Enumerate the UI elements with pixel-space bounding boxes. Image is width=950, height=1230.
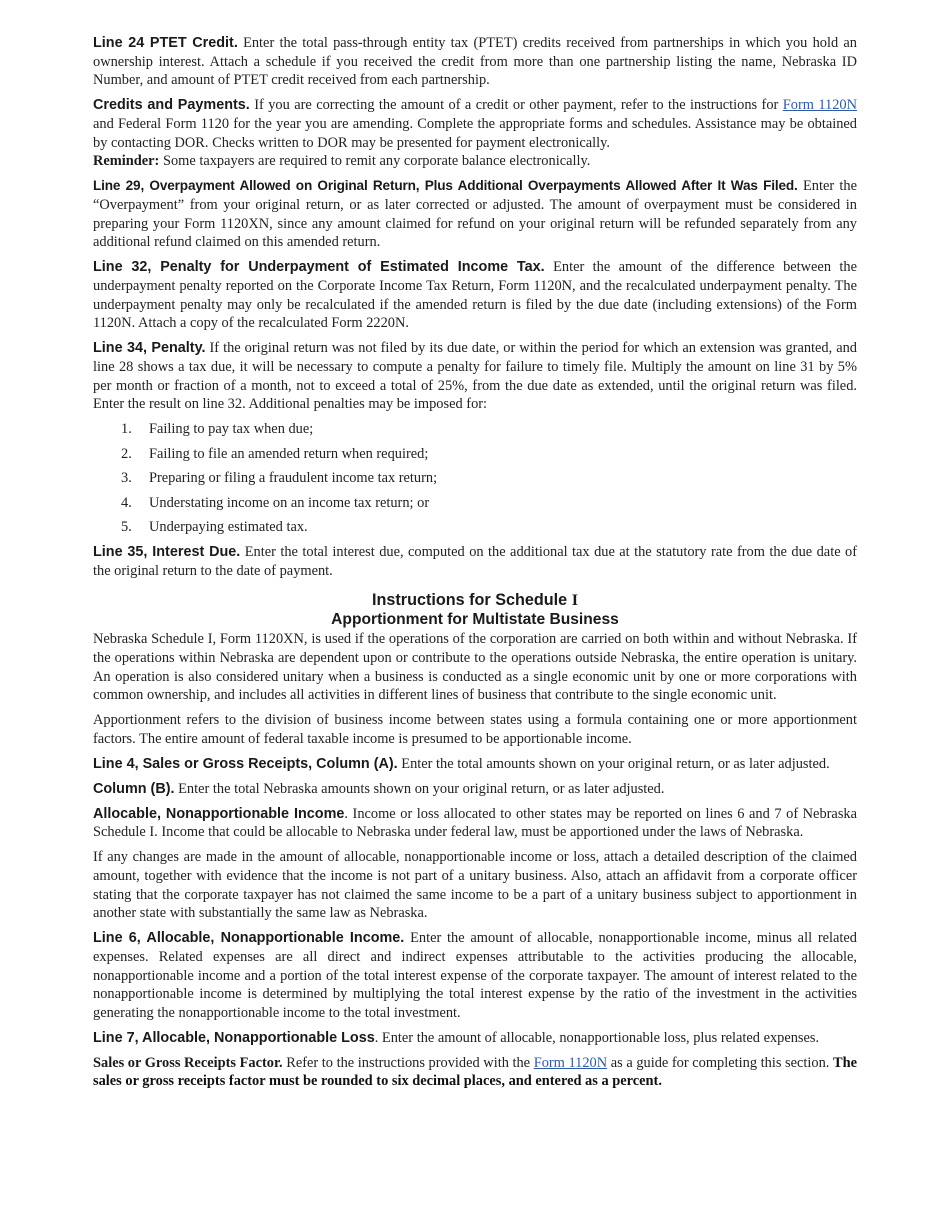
schedule-paragraph-2: Apportionment refers to the division of business income between states using a formula containing one or more apportionment factors. The entire amount of federal taxable income is presumed to be apportionable income. (93, 712, 857, 747)
columnb-heading: Column (B). (93, 780, 175, 797)
line35-paragraph (93, 543, 857, 580)
columnb-paragraph (93, 780, 857, 799)
line29-paragraph (93, 177, 857, 252)
line6-heading: Line 6, Allocable, Nonapportionable Income. (93, 930, 405, 947)
line35-heading: Line 35, Interest Due. (93, 543, 241, 560)
allocable-heading: Allocable, Nonapportionable Income (93, 805, 345, 822)
list-item (93, 469, 857, 488)
line34-paragraph (93, 339, 857, 414)
reminder-label: Reminder: (93, 153, 160, 170)
line24-heading: Line 24 PTET Credit. (93, 35, 238, 51)
line34-text: If the original return was not filed by its due date, or within the period for which an extension was granted, and line 28 shows a tax due, it will be necessary to compute a penalty for failure to timely file. Multiply the amount on line 31 by 5% per month or fraction of a month, not to exceed a total of 25%, from the due date as extended, until the original return was filed. Enter the result on line 32. Additional penalties may be imposed for: (93, 340, 857, 413)
allocable-text: . Income or loss allocated to other states may be reported on lines 6 and 7 of Nebraska Schedule I. Income that could be allocable to Nebraska under federal law, must be apportioned under the laws of Nebraska. (93, 805, 857, 841)
schedule-title-text: Instructions for Schedule (372, 591, 572, 610)
list-item (93, 518, 857, 537)
schedule-title (93, 590, 857, 610)
line4-text: Enter the total amounts shown on your original return, or as later adjusted. (397, 755, 830, 772)
list-item-text: Underpaying estimated tax. (149, 519, 308, 536)
schedule-title-roman: I (571, 591, 578, 610)
sales-paragraph (93, 1054, 857, 1091)
sales-text-2: as a guide for completing this section. (607, 1054, 833, 1071)
line7-paragraph (93, 1029, 857, 1048)
line29-text: Enter the “Overpayment” from your original return, or as later corrected or adjusted. The amount of overpayment must be considered in preparing your Form 1120XN, since any amount claimed for refund on your original return will be refunded separately from any additional refund claimed on this amended return. (93, 178, 857, 251)
list-item-text: Preparing or filing a fraudulent income tax return; (149, 470, 438, 487)
list-item-number: 5. (121, 519, 132, 536)
line24-paragraph (93, 34, 857, 90)
columnb-text: Enter the total Nebraska amounts shown on your original return, or as later adjusted. (174, 780, 665, 797)
line34-heading: Line 34, Penalty. (93, 340, 206, 357)
reminder-text: Some taxpayers are required to remit any corporate balance electronically. (159, 153, 591, 170)
line7-heading: Line 7, Allocable, Nonapportionable Loss (93, 1029, 375, 1046)
list-item (93, 494, 857, 513)
line4-paragraph (93, 755, 857, 774)
list-item-text: Failing to file an amended return when required; (149, 445, 429, 462)
list-item-number: 2. (121, 445, 132, 462)
schedule-paragraph-1: Nebraska Schedule I, Form 1120XN, is used if the operations of the corporation are carried on both within and without Nebraska. If the operations within Nebraska are dependent upon or contribute to the operations outside Nebraska, the entire operation is unitary. An operation is also considered unitary when a business is conducted as a single economic unit by one or more corporations with common ownership, and includes all activities in different lines of business that contribute to the single economic unit. (93, 631, 857, 704)
line6-text: Enter the amount of allocable, nonapportionable income, minus all related expenses. Related expenses are all direct and indirect expenses attributable to the activities producing the allocable, nonapportionable income and a portion of the total interest expense of the corporate taxpayer. The amount of interest related to the nonapportionable income is determined by multiplying the total interest expense by the ratio of the investment in the activities generating the nonapportionable income to the total investment. (93, 930, 858, 1021)
line6-paragraph (93, 929, 857, 1023)
sales-heading: Sales or Gross Receipts Factor. (93, 1054, 283, 1071)
allocable-paragraph-2: If any changes are made in the amount of allocable, nonapportionable income or loss, attach a detailed description of the claimed amount, together with evidence that the income is not part of a unitary business. Also, attach an affidavit from a corporate officer stating that the corporate taxpayer has not claimed the same income to be a part of a unitary business subject to apportionment in another state with substantially the same law as Nebraska. (93, 849, 857, 922)
list-item-number: 3. (121, 470, 132, 487)
list-item-text: Understating income on an income tax return; or (149, 494, 430, 511)
credits-text-1: If you are correcting the amount of a credit or other payment, refer to the instructions for (249, 97, 783, 114)
instructions-page (93, 34, 857, 1097)
line4-heading: Line 4, Sales or Gross Receipts, Column (A). (93, 755, 398, 772)
credits-paragraph (93, 96, 857, 171)
allocable-paragraph (93, 805, 857, 842)
list-item-number: 4. (121, 494, 132, 511)
penalties-list (93, 420, 857, 537)
line32-text: Enter the amount of the difference between the underpayment penalty reported on the Corporate Income Tax Return, Form 1120N, and the recalculated underpayment penalty. The underpayment penalty may only be recalculated if the amended return is filed by the due date (including extensions) of the Form 1120N. Attach a copy of the recalculated Form 2220N. (93, 259, 858, 332)
schedule-subtitle: Apportionment for Multistate Business (331, 611, 619, 629)
line7-text: . Enter the amount of allocable, nonapportionable loss, plus related expenses. (374, 1029, 820, 1046)
form-1120n-link[interactable]: Form 1120N (533, 1054, 608, 1071)
line32-heading: Line 32, Penalty for Underpayment of Estimated Income Tax. (93, 259, 545, 276)
list-item (93, 420, 857, 439)
form-1120n-link[interactable]: Form 1120N (782, 97, 858, 114)
sales-bold-text: The sales or gross receipts factor must be rounded to six decimal places, and entered as a percent. (93, 1054, 857, 1090)
list-item-text: Failing to pay tax when due; (149, 421, 314, 438)
sales-text-1: Refer to the instructions provided with the (282, 1054, 534, 1071)
line24-text: Enter the total pass-through entity tax (PTET) credits received from partnerships in which you hold an ownership interest. Attach a schedule if you received the credit from more than one partnership listing the name, Nebraska ID Number, and amount of PTET credit received from each partnership. (93, 35, 858, 89)
line29-heading: Line 29, Overpayment Allowed on Original Return, Plus Additional Overpayments Allowed After It Was Filed. (93, 178, 798, 194)
line35-text: Enter the total interest due, computed on the additional tax due at the statutory rate from the due date of the original return to the date of payment. (93, 543, 858, 579)
credits-heading: Credits and Payments. (93, 97, 250, 114)
list-item (93, 445, 857, 464)
list-item-number: 1. (121, 421, 132, 438)
credits-text-2: and Federal Form 1120 for the year you are amending. Complete the appropriate forms and schedules. Assistance may be obtained by contacting DOR. Checks written to DOR may be presented for payment electronically. (93, 116, 857, 151)
line32-paragraph (93, 258, 857, 333)
